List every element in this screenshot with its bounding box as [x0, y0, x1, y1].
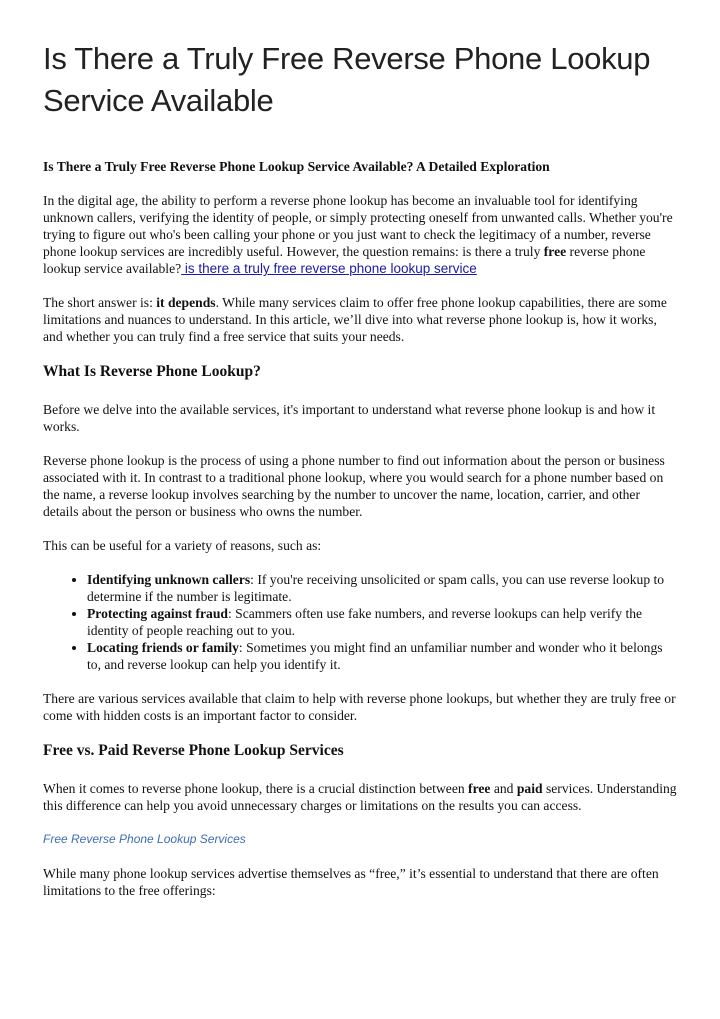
section1-paragraph-4: There are various services available that claim to help with reverse phone lookups, but whether they are truly free or come with hidden costs is an important factor to consider. — [43, 691, 676, 723]
section2-bold-paid: paid — [516, 781, 543, 796]
section2-bold-free: free — [468, 781, 491, 796]
list-item — [87, 571, 677, 605]
intro2-bold: it depends — [156, 295, 216, 310]
intro-paragraph-1 — [43, 192, 677, 277]
intro-bold-free: free — [543, 244, 567, 259]
article-body — [43, 158, 677, 916]
list-item-text: : Scammers often use fake numbers, and reverse lookups can help verify the identity of people reaching out to you. — [87, 606, 643, 638]
lookup-service-link[interactable]: is there a truly free reverse phone lookup service — [181, 261, 477, 276]
section1-paragraph-3: This can be useful for a variety of reasons, such as: — [43, 538, 322, 553]
list-item-text: : Sometimes you might find an unfamiliar number and wonder who it belongs to, and reverse lookup can help you identify it. — [87, 640, 663, 672]
intro2-text-after: . While many services claim to offer free phone lookup capabilities, there are some limitations and nuances to understand. In this article, we’ll dive into what reverse phone lookup is, how it works, and whether you can truly find a free service that suits your needs. — [43, 295, 667, 344]
list-item — [87, 639, 677, 673]
list-item-bold: Locating friends or family — [87, 640, 239, 655]
section1-paragraph-1: Before we delve into the available services, it's important to understand what reverse phone lookup is and how it works. — [43, 402, 656, 434]
section2-subheading: Free Reverse Phone Lookup Services — [43, 832, 246, 846]
section-heading-free-vs-paid: Free vs. Paid Reverse Phone Lookup Services — [43, 742, 344, 759]
section2-paragraph-2: While many phone lookup services advertise themselves as “free,” it’s essential to understand that there are often limitations to the free offerings: — [43, 866, 659, 898]
article-subtitle: Is There a Truly Free Reverse Phone Lookup Service Available? A Detailed Exploration — [43, 159, 550, 174]
section-heading-what-is: What Is Reverse Phone Lookup? — [43, 363, 261, 380]
section2-text-mid: and — [490, 781, 517, 796]
list-item-text: : If you're receiving unsolicited or spam calls, you can use reverse lookup to determine if the number is legitimate. — [87, 572, 665, 604]
page-title: Is There a Truly Free Reverse Phone Lookup Service Available — [43, 41, 651, 118]
intro-paragraph-2 — [43, 294, 677, 345]
list-item — [87, 605, 677, 639]
intro-text-after: reverse phone lookup service available? — [43, 244, 646, 276]
intro-text: In the digital age, the ability to perform a reverse phone lookup has become an invaluable tool for identifying unknown callers, verifying the identity of people, or simply protecting oneself from unwanted calls. Whether you're trying to figure out who's been calling your phone or you just want to check the legitimacy of a number, reverse phone lookup services are incredibly useful. However, the question remains: is there a truly — [43, 193, 673, 259]
list-item-bold: Protecting against fraud — [87, 606, 228, 621]
section2-text: When it comes to reverse phone lookup, there is a crucial distinction between — [43, 781, 469, 796]
intro2-text: The short answer is: — [43, 295, 157, 310]
list-item-bold: Identifying unknown callers — [87, 572, 251, 587]
section2-text-after: services. Understanding this difference can help you avoid unnecessary charges or limitations on the results you can access. — [43, 781, 677, 813]
section1-paragraph-2: Reverse phone lookup is the process of using a phone number to find out information about the person or business associated with it. In contrast to a traditional phone lookup, where you would search for a phone number based on the name, a reverse lookup involves searching by the number to uncover the name, location, carrier, and other details about the person or business who owns the number. — [43, 453, 665, 519]
reasons-list — [43, 571, 677, 673]
section2-paragraph-1 — [43, 780, 677, 814]
